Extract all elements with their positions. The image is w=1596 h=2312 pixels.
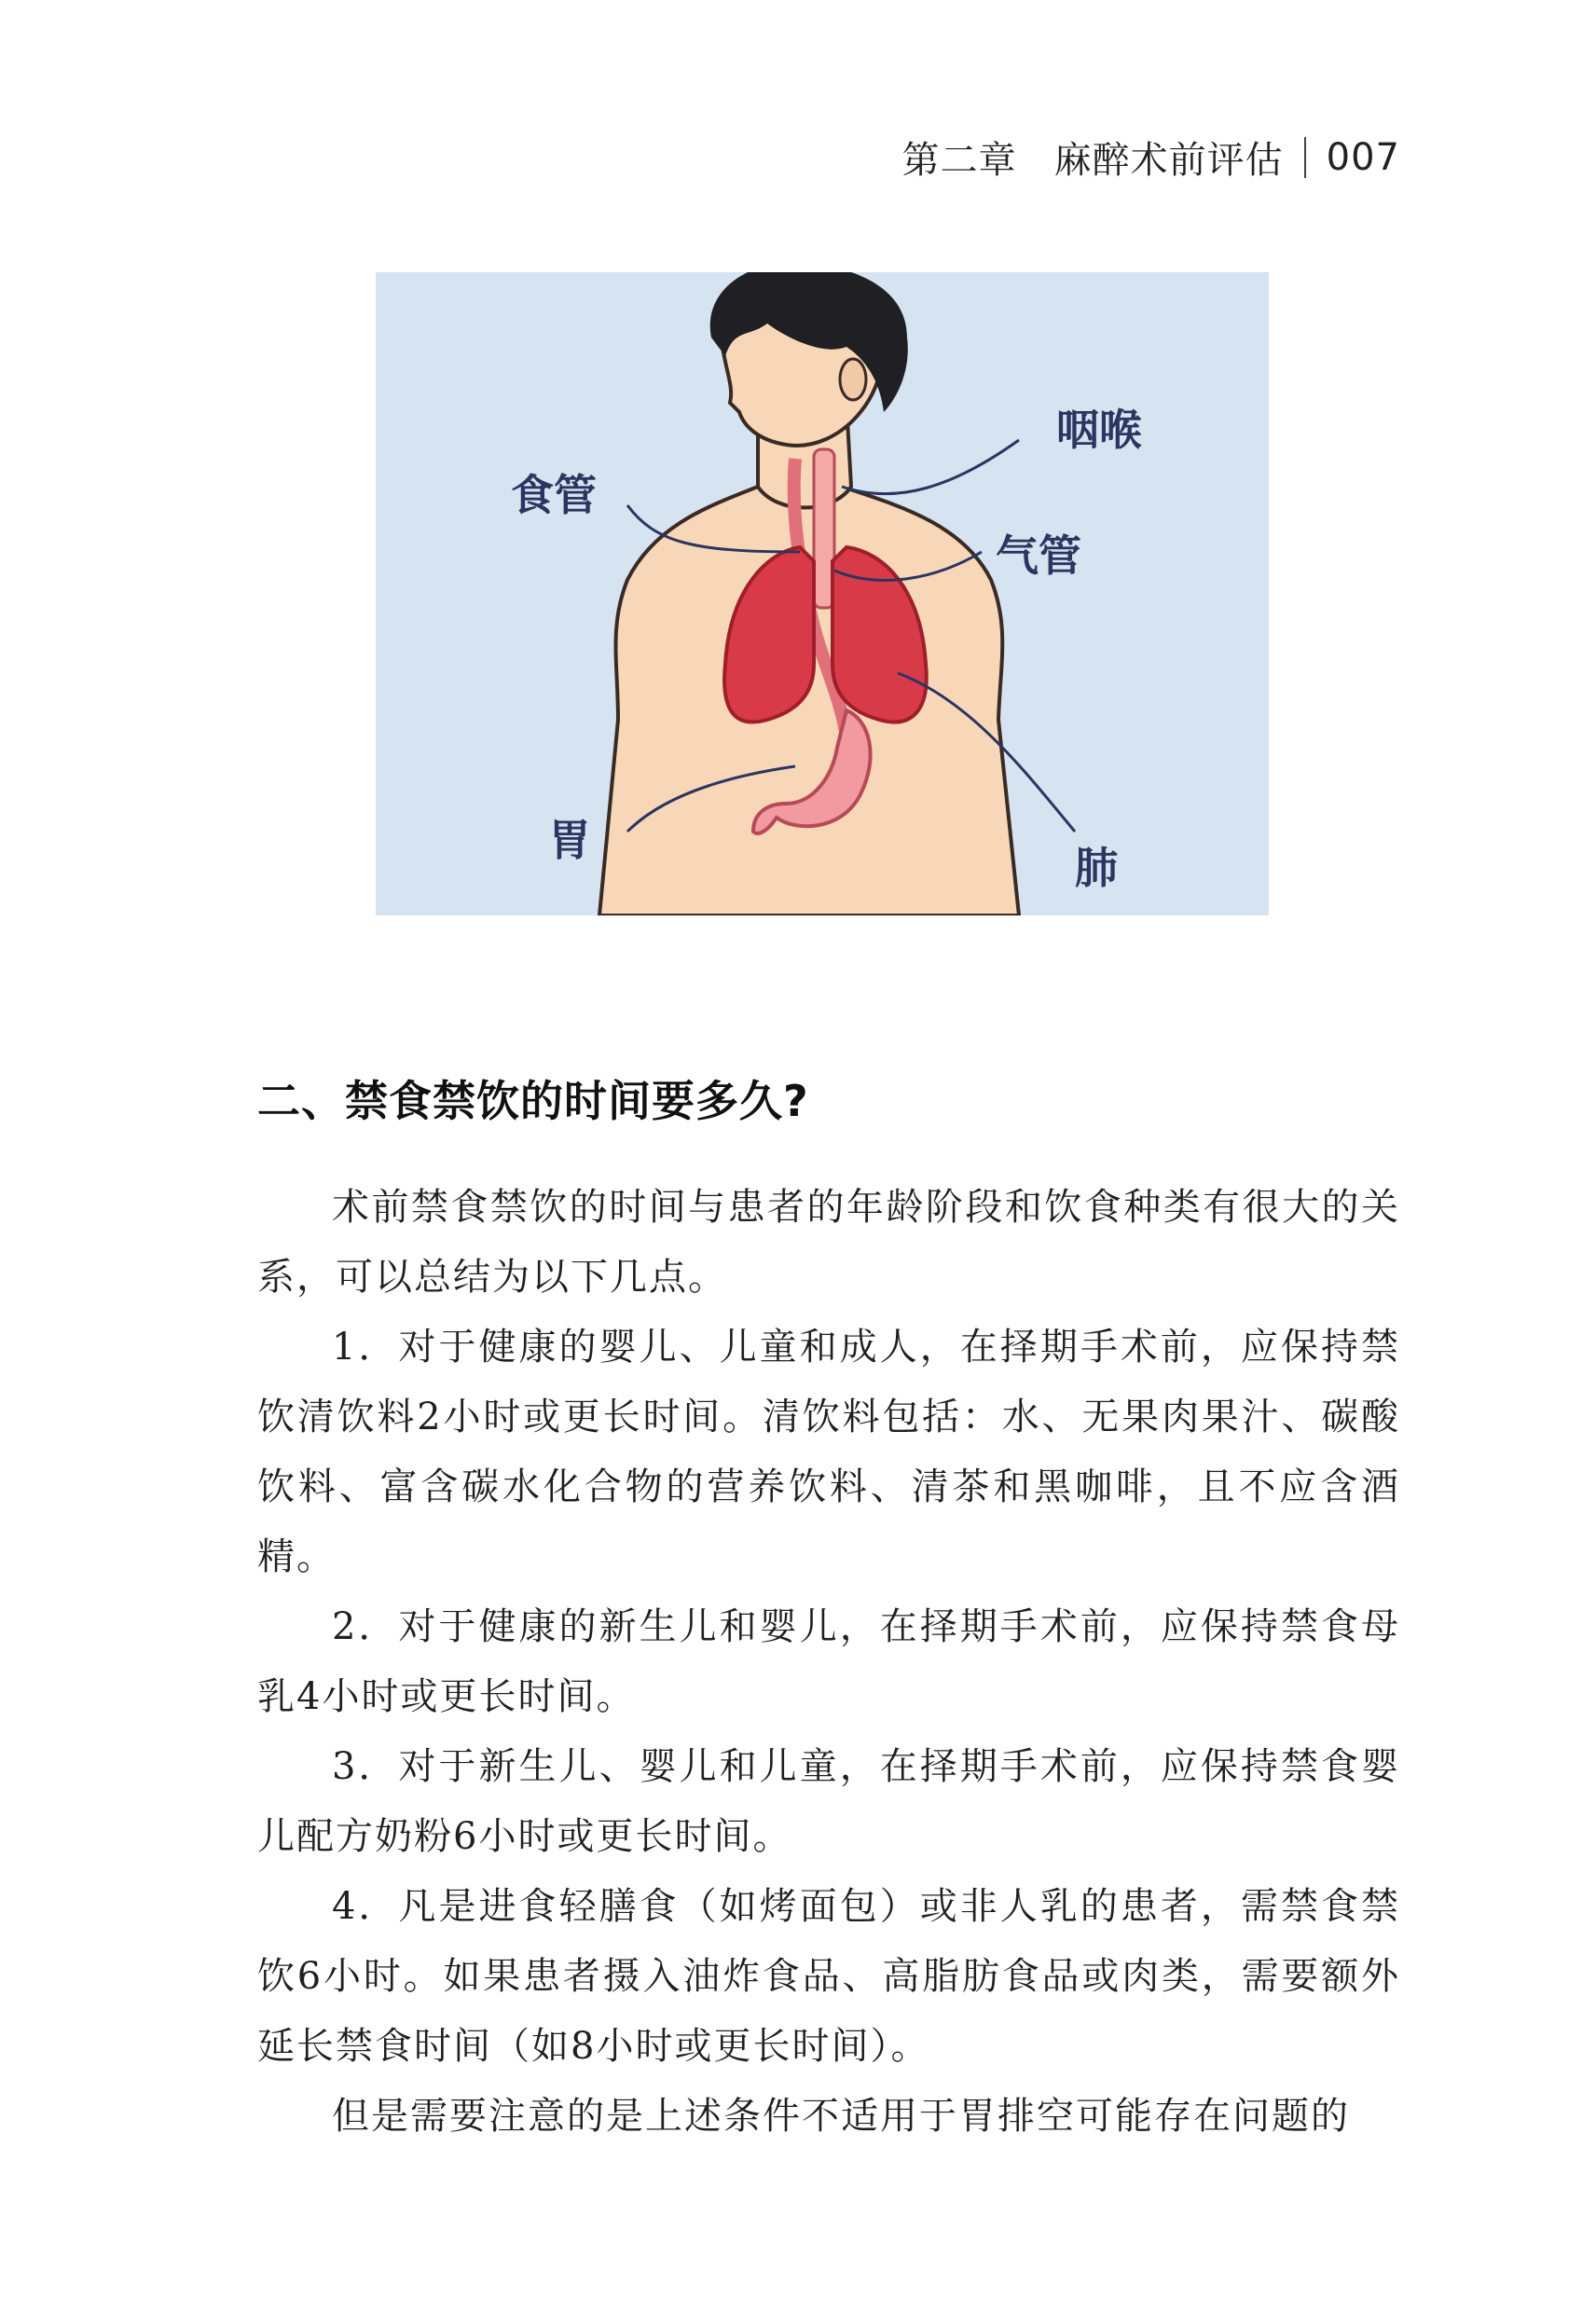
label-pharynx: 咽喉 [1056,405,1142,455]
ear-shape [840,359,866,400]
paragraph-item-3: 3．对于新生儿、婴儿和儿童，在择期手术前，应保持禁食婴儿配方奶粉6小时或更长时间。 [257,1745,1400,1858]
label-lung: 肺 [1075,843,1118,893]
label-esophagus: 食管 [511,470,597,520]
paragraph-item-1: 1．对于健康的婴儿、儿童和成人，在择期手术前，应保持禁饮清饮料2小时或更长时间。清饮料包括：水、无果肉果汁、碳酸饮料、富含碳水化合物的营养饮料、清茶和黑咖啡，且不应含酒精。 [257,1326,1400,1578]
running-header [902,131,1400,184]
page-number: 007 [1326,135,1400,179]
anatomy-illustration [376,272,1269,915]
paragraph-intro: 术前禁食禁饮的时间与患者的年龄阶段和饮食种类有很大的关系，可以总结为以下几点。 [257,1186,1400,1299]
anatomy-illustration-svg [376,272,1269,915]
chapter-title: 麻醉术前评估 [1053,139,1284,182]
section-heading: 二、禁食禁饮的时间要多久? [257,1076,809,1126]
label-trachea: 气管 [996,530,1081,581]
paragraph-note: 但是需要注意的是上述条件不适用于胃排空可能存在问题的 [332,2095,1350,2138]
body-text [257,1173,1400,2152]
paragraph-item-4: 4．凡是进食轻膳食（如烤面包）或非人乳的患者，需禁食禁饮6小时。如果患者摄入油炸食品、高脂肪食品或肉类，需要额外延长禁食时间（如8小时或更长时间）。 [257,1885,1400,2068]
pharynx-leader-line [842,440,1019,494]
chapter-label: 第二章 [901,139,1017,182]
label-stomach: 胃 [548,815,591,865]
paragraph-item-2: 2．对于健康的新生儿和婴儿，在择期手术前，应保持禁食母乳4小时或更长时间。 [257,1605,1400,1718]
header-divider [1304,137,1306,178]
